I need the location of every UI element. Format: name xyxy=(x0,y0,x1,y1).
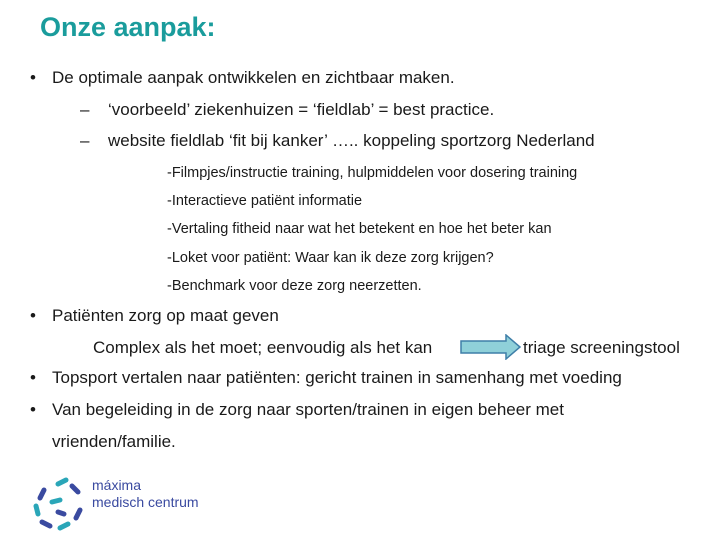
bullet-4-continuation: vrienden/familie. xyxy=(52,432,176,451)
right-arrow-icon xyxy=(460,334,522,360)
sub-bullet-1 xyxy=(80,100,494,120)
sub-item-4: -Loket voor patiënt: Waar kan ik deze zorg krijgen? xyxy=(167,250,494,266)
bullet-3 xyxy=(30,368,622,388)
sub-item-2: -Interactieve patiënt informatie xyxy=(167,193,363,209)
sub-bullet-1-text: ‘voorbeeld’ ziekenhuizen = ‘fieldlab’ = best practice. xyxy=(108,100,495,119)
bullet-1-text: De optimale aanpak ontwikkelen en zichtbaar maken. xyxy=(52,68,455,87)
bullet-4-text: Van begeleiding in de zorg naar sporten/trainen in eigen beheer met xyxy=(52,400,564,419)
bullet-marker: • xyxy=(30,68,36,87)
bullet-2 xyxy=(30,306,279,326)
dash-marker: – xyxy=(80,131,90,150)
dash-marker: – xyxy=(80,100,90,119)
maxima-logo-icon xyxy=(32,476,92,534)
bullet-3-text: Topsport vertalen naar patiënten: gericht trainen in samenhang met voeding xyxy=(52,368,622,387)
sub-bullet-2 xyxy=(80,131,595,151)
bullet-marker: • xyxy=(30,306,36,325)
slide-title: Onze aanpak: xyxy=(40,12,216,42)
logo-line-1: máxima xyxy=(92,477,142,493)
sub-item-1: -Filmpjes/instructie training, hulpmiddelen voor dosering training xyxy=(167,165,578,181)
bullet-1 xyxy=(30,68,455,88)
complex-line: Complex als het moet; eenvoudig als het kan xyxy=(93,338,433,357)
sub-bullet-2-text: website fieldlab ‘fit bij kanker’ ….. koppeling sportzorg Nederland xyxy=(108,131,595,150)
logo-text xyxy=(92,477,199,511)
bullet-4 xyxy=(30,400,564,420)
sub-item-5: -Benchmark voor deze zorg neerzetten. xyxy=(167,278,422,294)
bullet-marker: • xyxy=(30,368,36,387)
sub-item-3: -Vertaling fitheid naar wat het betekent en hoe het beter kan xyxy=(167,221,552,237)
bullet-marker: • xyxy=(30,400,36,419)
logo-line-2: medisch centrum xyxy=(92,494,199,510)
bullet-2-text: Patiënten zorg op maat geven xyxy=(52,306,279,325)
triage-text: triage screeningstool xyxy=(523,338,680,357)
